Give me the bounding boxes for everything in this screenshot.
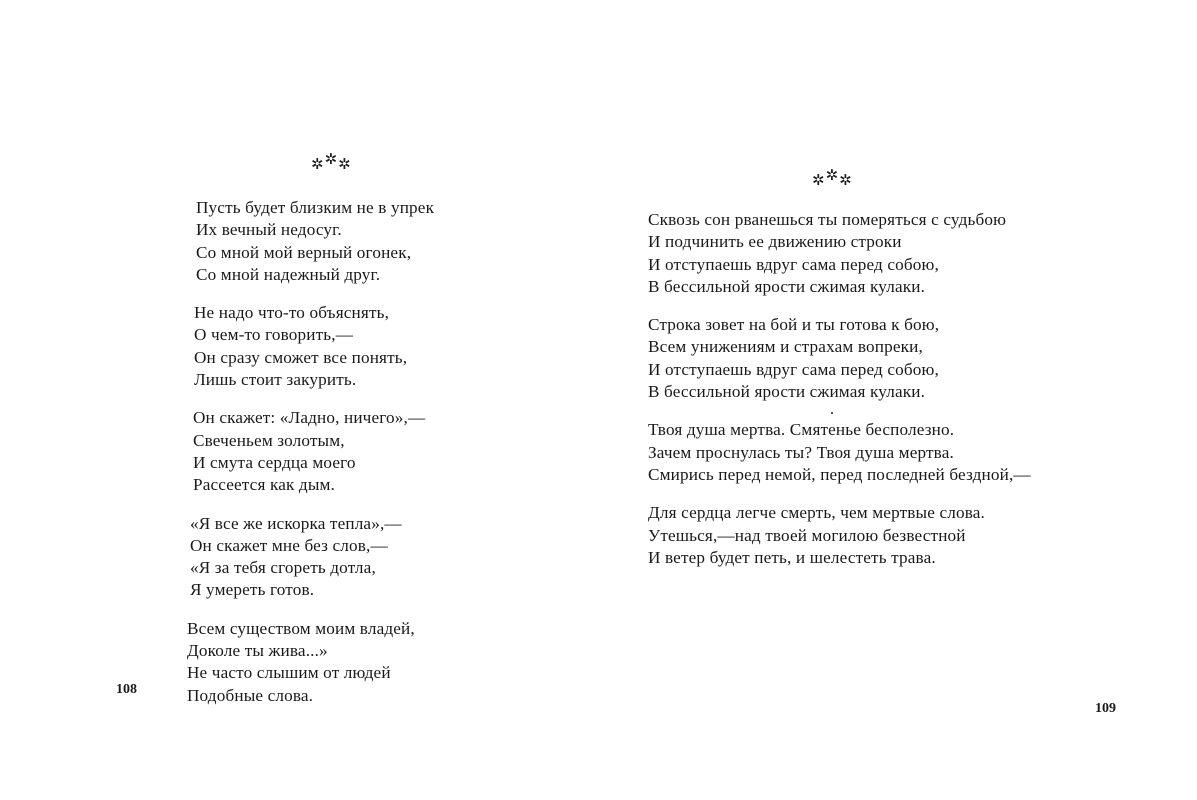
stanza xyxy=(196,197,434,286)
stanza xyxy=(648,314,1031,403)
poem-line: Подобные слова. xyxy=(187,685,314,705)
left-page xyxy=(0,0,598,800)
poem-line: В бессильной ярости сжимая кулаки. xyxy=(648,276,926,296)
poem-line: Твоя душа мертва. Смятенье бесполезно. xyxy=(648,420,955,440)
poem-line: Доколе ты жива...» xyxy=(187,641,328,661)
stanza xyxy=(193,407,434,496)
poem-line: И смута сердца моего xyxy=(193,452,356,472)
poem-line: И отступаешь вдруг сама перед собою, xyxy=(648,359,939,379)
poem-line: Лишь стоит закурить. xyxy=(194,370,357,390)
poem-line: Он скажет мне без слов,— xyxy=(190,535,388,555)
poem-line: Всем существом моим владей, xyxy=(187,618,415,638)
poem-line: Для сердца легче смерть, чем мертвые слова. xyxy=(648,503,985,523)
poem-line: Свеченьем золотым, xyxy=(193,430,345,450)
poem-line: Я умереть готов. xyxy=(190,580,315,600)
poem-line: И подчинить ее движению строки xyxy=(648,232,902,252)
poem-line: И ветер будет петь, и шелестеть трава. xyxy=(648,547,936,567)
poem-line: Он сразу сможет все понять, xyxy=(194,347,408,367)
right-page xyxy=(598,0,1197,800)
poem-line: И отступаешь вдруг сама перед собою, xyxy=(648,254,939,274)
poem-line: Не надо что-то объяснять, xyxy=(194,303,390,323)
poem-line: Их вечный недосуг. xyxy=(196,220,342,240)
poem-left xyxy=(187,197,435,707)
page-number: 108 xyxy=(116,682,137,697)
poem-line: Строка зовет на бой и ты готова к бою, xyxy=(648,315,940,335)
poem-line: Утешься,—над твоей могилою безвестной xyxy=(648,525,966,545)
stanza xyxy=(190,513,434,602)
poem-line: Всем унижениям и страхам вопреки, xyxy=(648,337,923,357)
ornament-asterism: ✲✲✲ xyxy=(311,152,352,173)
poem-line: Не часто слышим от людей xyxy=(187,663,391,683)
poem-line: В бессильной ярости сжимая кулаки. xyxy=(648,382,926,402)
poem-line: Смирись перед немой, перед последней бездной,— xyxy=(648,464,1031,484)
print-speck xyxy=(831,412,833,414)
stanza xyxy=(648,502,1031,569)
poem-line: «Я все же искорка тепла»,— xyxy=(190,513,402,533)
poem-right xyxy=(648,209,1031,569)
poem-line: Рассеется как дым. xyxy=(193,475,335,495)
stanza xyxy=(194,302,434,391)
poem-line: «Я за тебя сгореть дотла, xyxy=(190,558,376,578)
poem-line: Пусть будет близким не в упрек xyxy=(196,198,435,217)
poem-line: О чем-то говорить,— xyxy=(194,325,354,345)
poem-line: Со мной мой верный огонек, xyxy=(196,242,412,262)
page-number: 109 xyxy=(1095,701,1116,716)
stanza xyxy=(648,209,1031,298)
stanza xyxy=(187,618,434,707)
ornament-asterism: ✲✲✲ xyxy=(812,168,853,189)
poem-line: Он скажет: «Ладно, ничего»,— xyxy=(193,408,426,428)
stanza xyxy=(648,419,1031,486)
poem-line: Сквозь сон рванешься ты померяться с судьбою xyxy=(648,210,1007,229)
poem-line: Со мной надежный друг. xyxy=(196,264,381,284)
poem-line: Зачем проснулась ты? Твоя душа мертва. xyxy=(648,442,954,462)
